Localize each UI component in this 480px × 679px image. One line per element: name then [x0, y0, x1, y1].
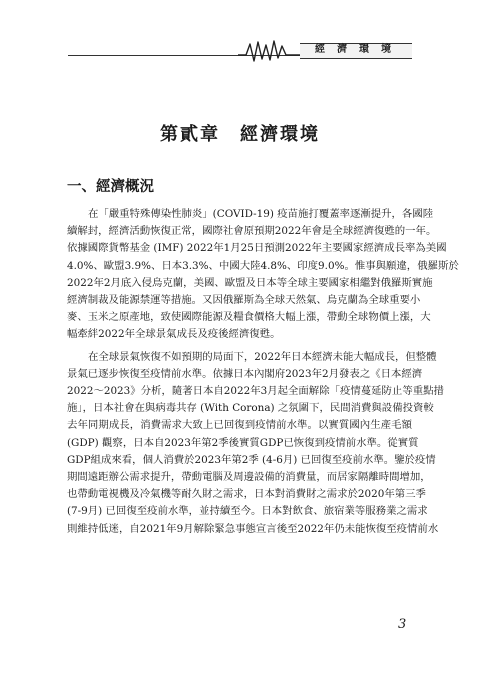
paragraph-2-line: (GDP) 觀察，日本自2023年第2季後實質GDP已恢復到疫情前水準。從實質	[67, 436, 419, 449]
paragraph-1-line: 麥、玉米之原產地，致使國際能源及糧食價格大幅上漲，帶動全球物價上漲，大	[67, 311, 431, 324]
paragraph-2-line: 也帶動電視機及冷氣機等耐久財之需求，日本對消費財之需求於2020年第三季	[67, 488, 426, 501]
paragraph-2-line: 施」，日本社會在與病毒共存 (With Corona) 之氛圍下，民間消費與設備投資較	[67, 402, 434, 415]
body-text	[67, 206, 459, 538]
chapter-title: 第貳章 經濟環境	[160, 124, 320, 145]
page-number: 3	[398, 617, 407, 632]
paragraph-2-line: (7-9月) 已回復至疫前水準，並持續至今。日本對飲食、旅宿業等服務業之需求	[67, 505, 428, 518]
section-heading: 一、經濟概況	[67, 178, 154, 195]
paragraph-2-line: 期間遠距辦公需求提升，帶動電腦及周邊設備的消費量，而居家隔離時間增加，	[67, 471, 431, 484]
paragraph-1-line: 2022年2月底入侵烏克蘭，美國、歐盟及日本等全球主要國家相繼對俄羅斯實施	[67, 276, 433, 289]
paragraph-1-line: 經濟制裁及能源禁運等措施。又因俄羅斯為全球天然氣、烏克蘭為全球重要小	[67, 294, 421, 307]
paragraph-1-line: 續解封，經濟活動恢復正常，國際社會原預期2022年會是全球經濟復甦的一年。	[67, 225, 437, 238]
paragraph-1-line: 幅牽絆2022年全球景氣成長及疫後經濟復甦。	[67, 328, 281, 341]
paragraph-1-line: 4.0%、歐盟3.9%、日本3.3%、中國大陸4.8%、印度9.0%。惟事與願違，俄羅斯於	[67, 259, 459, 272]
paragraph-2-line: GDP組成來看，個人消費於2023年第2季 (4-6月) 已回復至疫前水準。鑒於疫情	[67, 453, 436, 466]
paragraph-1-line: 依據國際貨幣基金 (IMF) 2022年1月25日預測2022年主要國家經濟成長率為美國	[67, 242, 447, 255]
paragraph-2-line: 2022～2023》分析，隨著日本自2022年3月起全面解除「疫情蔓延防止等重點措	[67, 385, 444, 398]
heartbeat-wave-icon	[238, 38, 302, 64]
paragraph-2	[67, 349, 444, 538]
paragraph-2-line: 景氣已逐步恢復至疫情前水準。依據日本內閣府2023年2月發表之《日本經濟	[67, 367, 423, 380]
paragraph-2-line: 在全球景氣恢復不如預期的局面下，2022年日本經濟未能大幅成長，但整體	[88, 350, 437, 363]
paragraph-2-line: 去年同期成長，消費需求大致上已回復到疫情前水準。以實質國內生產毛額	[67, 419, 412, 432]
paragraph-1-line: 在「嚴重特殊傳染性肺炎」(COVID-19) 疫苗施打覆蓋率逐漸提升，各國陸	[88, 208, 434, 220]
paragraph-2-line: 則維持低迷，自2021年9月解除緊急事態宣言後至2022年仍未能恢復至疫情前水	[67, 522, 439, 535]
running-header-title: 經濟環境	[315, 44, 403, 55]
